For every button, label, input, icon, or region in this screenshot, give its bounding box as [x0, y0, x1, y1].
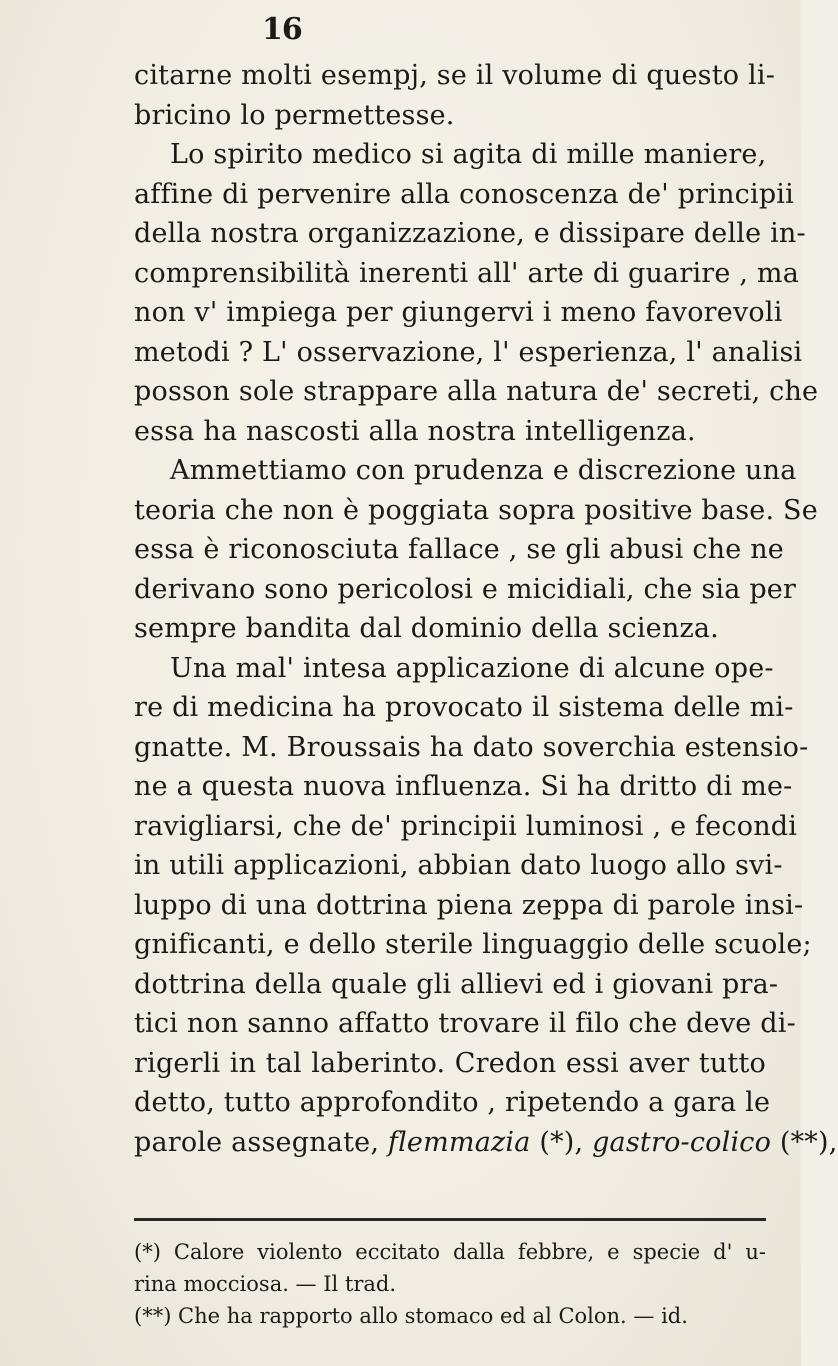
text-line: luppo di una dottrina piena zeppa di parole insi-	[134, 889, 804, 921]
text-line: teoria che non è poggiata sopra positive base. Se	[134, 494, 818, 526]
text-line: non v' impiega per giungervi i meno favorevoli	[134, 297, 783, 328]
text-line: derivano sono pericolosi e micidiali, che sia per	[134, 573, 797, 605]
footnote-1-cont: rina mocciosa. — Il trad.	[134, 1272, 397, 1296]
footnote-2: (**) Che ha rapporto allo stomaco ed al Colon. — id.	[134, 1304, 688, 1328]
text-line: essa ha nascosti alla nostra intelligenza.	[134, 415, 696, 447]
text-line: posson sole strappare alla natura de' secreti, che	[134, 376, 819, 407]
page-number: 16	[262, 12, 302, 47]
text-line: Una mal' intesa applicazione di alcune ope-	[170, 652, 774, 684]
text-line: gnatte. M. Broussais ha dato soverchia estensio-	[134, 731, 809, 763]
footnote-mark-2: (**),	[771, 1126, 838, 1158]
footnote-mark-1: (*),	[530, 1126, 593, 1158]
text-line: ne a questa nuova influenza. Si ha dritto di me-	[134, 771, 793, 802]
text-line: re di medicina ha provocato il sistema delle mi-	[134, 692, 794, 723]
term-flemmazia: flemmazia	[387, 1126, 531, 1158]
text-line: detto, tutto approfondito , ripetendo a gara le	[134, 1087, 771, 1118]
text-line: affine di pervenire alla conoscenza de' principii	[134, 178, 794, 210]
text-line: dottrina della quale gli allievi ed i giovani pra-	[134, 968, 779, 1000]
footnote-1: (*) Calore violento eccitato dalla febbre, e specie d' u-	[134, 1240, 766, 1264]
text-line: citarne molti esempj, se il volume di questo li-	[134, 60, 776, 91]
text-line: ravigliarsi, che de' principii luminosi , e fecondi	[134, 810, 798, 842]
text-line: Lo spirito medico si agita di mille maniere,	[170, 139, 767, 170]
text-line: metodi ? L' osservazione, l' esperienza, l' analisi	[134, 336, 803, 368]
text-line: sempre bandita dal dominio della scienza.	[134, 613, 719, 644]
text-line: comprensibilità inerenti all' arte di guarire , ma	[134, 257, 800, 289]
text-line: essa è riconosciuta fallace , se gli abusi che ne	[134, 534, 784, 565]
term-gastro-colico: gastro-colico	[592, 1126, 772, 1158]
text-line: Ammettiamo con prudenza e discrezione una	[170, 455, 797, 486]
footnote-rule	[134, 1218, 766, 1221]
last-line-prefix: parole assegnate,	[134, 1126, 388, 1158]
text-line: della nostra organizzazione, e dissipare delle in-	[134, 218, 806, 249]
text-line: tici non sanno affatto trovare il filo che deve di-	[134, 1008, 796, 1039]
text-line: rigerli in tal laberinto. Credon essi aver tutto	[134, 1047, 766, 1079]
text-line: gnificanti, e dello sterile linguaggio delle scuole;	[134, 929, 812, 960]
text-line-last	[134, 1123, 838, 1163]
text-line: in utili applicazioni, abbian dato luogo allo svi-	[134, 850, 783, 881]
text-line: bricino lo permettesse.	[134, 99, 455, 131]
